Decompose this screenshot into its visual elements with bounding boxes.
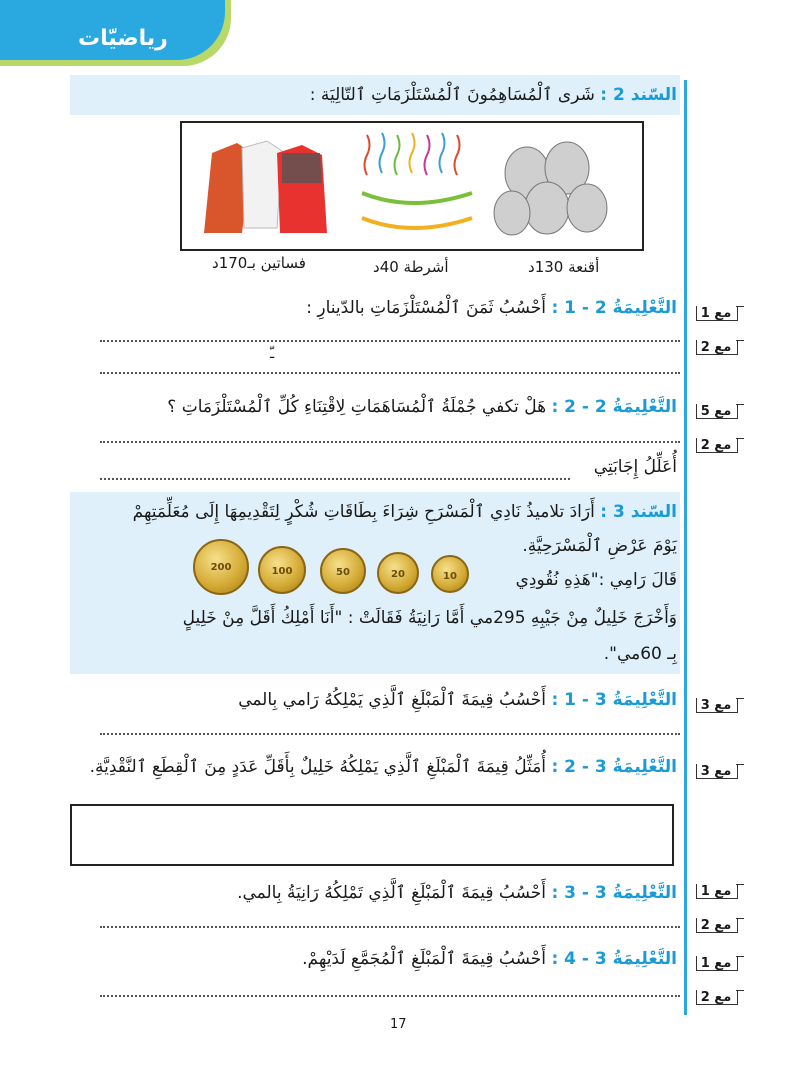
supplies-illustration	[182, 123, 642, 249]
t2-1-line	[306, 297, 677, 318]
t3-4-label: التَّعْلِيمَةُ 3 - 4 :	[551, 949, 677, 969]
coin-100: 100	[258, 546, 306, 594]
criterion-box: مع 2	[696, 918, 736, 933]
criterion-box: مع 2	[696, 340, 736, 355]
t3-4-line	[302, 948, 677, 969]
sanad3-line4: وَأَخْرَجَ خَلِيلٌ مِنْ جَيْبِهِ 295مي أَمَّا رَانِيَةُ فَقَالَتْ : "أَنَا أَمْلِكُ أَقَلَّ مِنْ خَلِيلٍ	[182, 608, 677, 628]
answer-line[interactable]	[100, 340, 680, 342]
criterion-box: مع 5	[696, 404, 736, 419]
margin-rule	[684, 80, 687, 1015]
t3-4-text: أَحْسُبُ قِيمَةَ ٱلْمَبْلَغِ ٱلْمُجَمَّعِ لَدَيْهِمْ.	[302, 949, 547, 969]
criterion-box: مع 1	[696, 956, 736, 971]
sanad2-line	[310, 84, 677, 105]
answer-line[interactable]	[100, 926, 680, 928]
t3-3-text: أَحْسُبُ قِيمَةَ ٱلْمَبْلَغِ ٱلَّذِي تَمْلِكُهُ رَانِيَةُ بِالمي.	[237, 883, 547, 903]
coin-20: 20	[377, 552, 419, 594]
sanad2-text: شَرى ٱلْمُسَاهِمُونَ ٱلْمُسْتَلْزَمَاتِ ٱلتّالِيَة :	[309, 85, 595, 105]
sanad3-line2: يَوْمَ عَرْضِ ٱلْمَسْرَحِيَّةِ.	[522, 536, 677, 556]
t3-3-line	[237, 882, 677, 903]
subject-title: رياضيّات	[78, 26, 168, 51]
t2-1-text: أَحْسُبُ ثَمَنَ ٱلْمُسْتَلْزَمَاتِ بالدّينارِ :	[306, 298, 547, 318]
criterion-box: مع 3	[696, 764, 736, 779]
caption-masks: أقنعة 130د	[528, 258, 600, 276]
answer-line[interactable]	[100, 372, 680, 374]
page-number: 17	[390, 1017, 407, 1032]
t3-1-line	[238, 689, 677, 710]
masks-picture	[494, 142, 607, 235]
t3-2-text: أُمَثِّلُ قِيمَةَ ٱلْمَبْلَغِ ٱلَّذِي يَمْلِكُهُ خَلِيلٌ بِأَقَلِّ عَدَدٍ مِنَ ٱلْقِطَعِ ٱلنَّقْدِيَّةِ.	[89, 757, 547, 777]
t2-2-line	[167, 396, 677, 417]
coin-200: 200	[193, 539, 249, 595]
answer-line[interactable]	[100, 995, 680, 997]
sanad3-text1: أَرَادَ تلاميذُ نَادِي ٱلْمَسْرَحِ شِرَاءَ بِطَاقَاتِ شُكْرٍ لِتَقْدِيمِهَا إِلَى مُعَلِّمَتِهِمْ	[132, 502, 595, 522]
criterion-box: مع 3	[696, 698, 736, 713]
answer-line[interactable]	[100, 441, 680, 443]
sanad3-line5: بِـ 60مي".	[603, 644, 677, 664]
t2-2-label: التَّعْلِيمَةُ 2 - 2 :	[551, 397, 677, 417]
answer-line[interactable]	[100, 478, 570, 480]
answer-line[interactable]	[100, 733, 680, 735]
t3-2-label: التَّعْلِيمَةُ 3 - 2 :	[551, 757, 677, 777]
caption-dresses: فساتين بـ170د	[212, 254, 306, 272]
answer-box[interactable]	[70, 804, 674, 866]
justify-text: أُعَلِّلُ إِجَابَتِي	[593, 457, 677, 477]
supplies-image	[180, 121, 644, 251]
stray-mark: ـّ	[270, 346, 275, 362]
t2-2-text: هَلْ تكفي جُمْلَةُ ٱلْمُسَاهَمَاتِ لِاقْتِنَاءِ كُلِّ ٱلْمُسْتَلْزَمَاتِ ؟	[167, 397, 547, 417]
t3-2-line	[90, 756, 677, 777]
sanad3-line1	[133, 501, 677, 522]
t2-1-label: التَّعْلِيمَةُ 2 - 1 :	[551, 298, 677, 318]
caption-streamers: أشرطة 40د	[373, 258, 449, 276]
dresses-picture	[204, 141, 327, 233]
coin-10: 10	[431, 555, 469, 593]
coin-50: 50	[320, 548, 366, 594]
criterion-box: مع 2	[696, 990, 736, 1005]
criterion-box: مع 2	[696, 438, 736, 453]
criterion-box: مع 1	[696, 306, 736, 321]
sanad3-line3: قَالَ رَامِي :"هَذِهِ نُقُودِي	[515, 570, 677, 590]
t3-1-label: التَّعْلِيمَةُ 3 - 1 :	[551, 690, 677, 710]
criterion-box: مع 1	[696, 884, 736, 899]
sanad3-label: السّند 3 :	[600, 502, 677, 522]
streamers-picture	[362, 133, 472, 228]
t3-3-label: التَّعْلِيمَةُ 3 - 3 :	[551, 883, 677, 903]
sanad2-label: السّند 2 :	[600, 85, 677, 105]
t3-1-text: أَحْسُبُ قِيمَةَ ٱلْمَبْلَغِ ٱلَّذِي يَمْلِكُهُ رَامي بِالمي	[238, 690, 547, 710]
